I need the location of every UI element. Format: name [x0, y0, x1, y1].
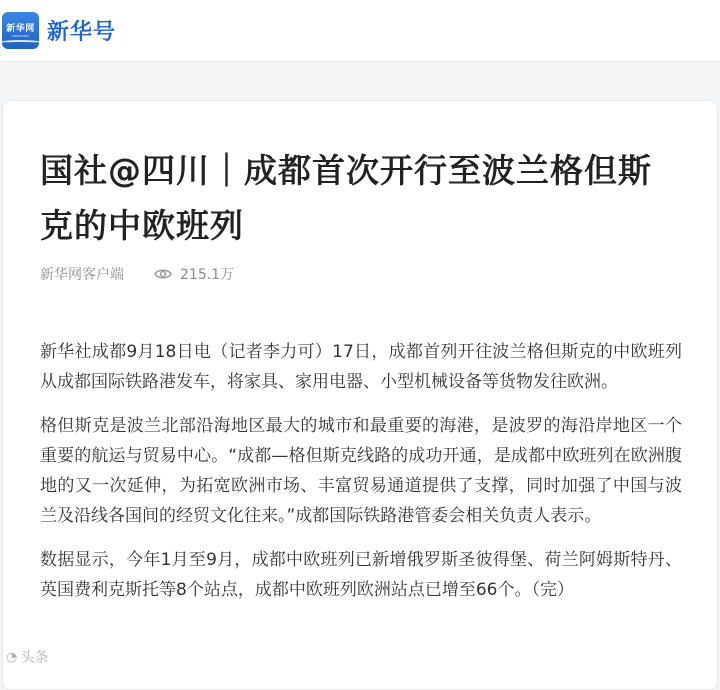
eye-icon — [154, 268, 172, 280]
article-paragraph: 数据显示，今年1月至9月，成都中欧班列已新增俄罗斯圣彼得堡、荷兰阿姆斯特丹、英国费利克斯托等8个站点，成都中欧班列欧洲站点已增至66个。（完） — [40, 545, 682, 605]
article-meta — [40, 264, 234, 284]
site-name: 新华号 — [47, 15, 116, 46]
article-card — [2, 100, 718, 690]
top-bar — [0, 0, 720, 62]
watermark-logo-icon: ◔ — [6, 650, 17, 665]
logo-mark-subtext: XINHUANET — [12, 34, 30, 38]
article-paragraph: 新华社成都9月18日电（记者李力可）17日，成都首列开往波兰格但斯克的中欧班列从成都国际铁路港发车，将家具、家用电器、小型机械设备等货物发往欧洲。 — [40, 337, 682, 397]
logo-mark-text: 新华网 — [6, 24, 35, 34]
view-count-value: 215.1万 — [180, 264, 234, 284]
article-body — [40, 337, 682, 619]
xinhuanet-logo-icon — [2, 12, 39, 49]
view-count — [154, 264, 234, 284]
article-paragraph: 格但斯克是波兰北部沿海地区最大的城市和最重要的海港，是波罗的海沿岸地区一个重要的航运与贸易中心。“成都—格但斯克线路的成功开通，是成都中欧班列在欧洲腹地的又一次延伸，为拓宽欧洲市场、丰富贸易通道提供了支撑，同时加强了中国与波兰及沿线各国间的经贸文化往来。”成都国际铁路港管委会相关负责人表示。 — [40, 411, 682, 531]
site-logo[interactable] — [2, 12, 116, 49]
article-title: 国社@四川｜成都首次开行至波兰格但斯克的中欧班列 — [40, 143, 680, 253]
watermark-text: 头条 — [20, 647, 48, 667]
watermark — [6, 647, 48, 667]
logo-wave-decoration — [2, 40, 39, 46]
article-source[interactable]: 新华网客户端 — [40, 264, 124, 284]
